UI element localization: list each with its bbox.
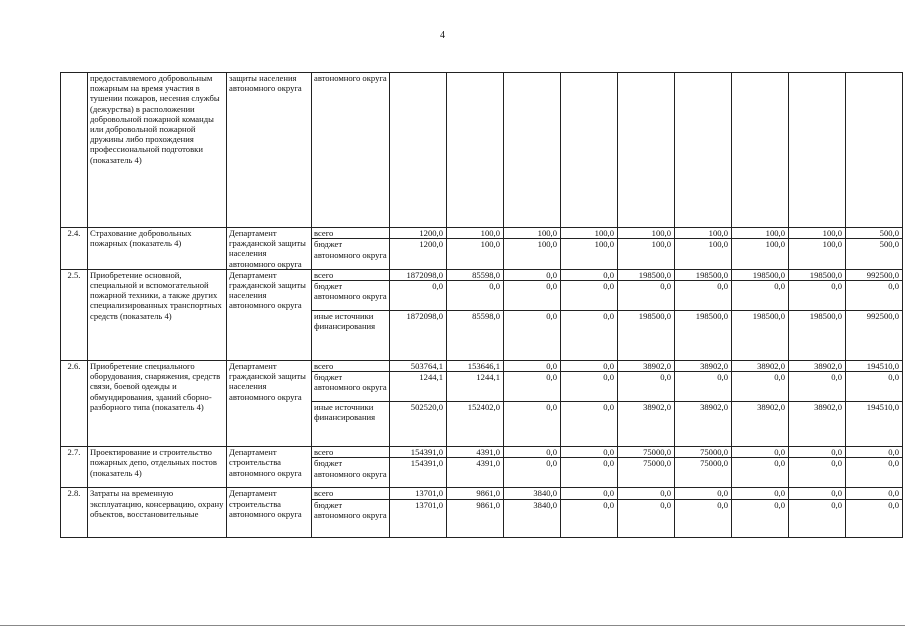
table-row	[61, 73, 903, 228]
executor: Департамент гражданской защиты населения автономного округа	[227, 269, 312, 360]
amount-cell: 0,0	[675, 281, 732, 311]
executor: Департамент гражданской защиты населения автономного округа	[227, 228, 312, 270]
amount-cell: 3840,0	[504, 499, 561, 537]
amount-cell: 0,0	[846, 499, 903, 537]
amount-cell: 992500,0	[846, 269, 903, 280]
amount-cell: 500,0	[846, 239, 903, 269]
amount-cell	[618, 73, 675, 228]
amount-cell: 198500,0	[618, 269, 675, 280]
funding-source: всего	[312, 269, 390, 280]
executor: Департамент строительства автономного округа	[227, 447, 312, 488]
amount-cell: 38902,0	[618, 402, 675, 447]
amount-cell: 198500,0	[732, 269, 789, 280]
amount-cell: 152402,0	[447, 402, 504, 447]
amount-cell: 0,0	[618, 281, 675, 311]
amount-cell: 0,0	[504, 281, 561, 311]
amount-cell: 0,0	[732, 447, 789, 458]
amount-cell: 100,0	[675, 239, 732, 269]
funding-source: бюджет автономного округа	[312, 239, 390, 269]
amount-cell: 0,0	[789, 488, 846, 499]
amount-cell: 0,0	[675, 372, 732, 402]
amount-cell	[789, 73, 846, 228]
amount-cell: 0,0	[561, 311, 618, 361]
row-number: 2.6.	[61, 361, 88, 447]
amount-cell: 1872098,0	[390, 311, 447, 361]
amount-cell: 0,0	[846, 488, 903, 499]
amount-cell: 0,0	[561, 361, 618, 372]
amount-cell: 0,0	[846, 372, 903, 402]
amount-cell: 75000,0	[618, 458, 675, 488]
amount-cell: 194510,0	[846, 361, 903, 372]
amount-cell: 13701,0	[390, 488, 447, 499]
amount-cell	[732, 73, 789, 228]
table-body	[61, 73, 903, 538]
amount-cell: 992500,0	[846, 311, 903, 361]
amount-cell	[447, 73, 504, 228]
amount-cell: 38902,0	[732, 361, 789, 372]
table-row	[61, 447, 903, 458]
amount-cell: 198500,0	[618, 311, 675, 361]
row-number	[61, 73, 88, 228]
table-row	[61, 269, 903, 280]
amount-cell: 38902,0	[675, 402, 732, 447]
funding-source: иные источники финансирования	[312, 402, 390, 447]
amount-cell: 1244,1	[447, 372, 504, 402]
amount-cell: 4391,0	[447, 447, 504, 458]
amount-cell: 0,0	[732, 488, 789, 499]
amount-cell: 153646,1	[447, 361, 504, 372]
amount-cell: 75000,0	[675, 447, 732, 458]
amount-cell: 0,0	[732, 281, 789, 311]
amount-cell	[846, 73, 903, 228]
amount-cell	[504, 73, 561, 228]
funding-source: бюджет автономного округа	[312, 281, 390, 311]
amount-cell: 0,0	[732, 499, 789, 537]
amount-cell: 0,0	[789, 458, 846, 488]
amount-cell: 0,0	[561, 488, 618, 499]
funding-source: иные источники финансирования	[312, 311, 390, 361]
amount-cell: 0,0	[675, 488, 732, 499]
amount-cell: 0,0	[618, 488, 675, 499]
amount-cell: 38902,0	[618, 361, 675, 372]
amount-cell: 0,0	[561, 447, 618, 458]
amount-cell: 0,0	[618, 372, 675, 402]
amount-cell: 100,0	[561, 228, 618, 239]
amount-cell: 9861,0	[447, 488, 504, 499]
table-row	[61, 488, 903, 499]
amount-cell: 85598,0	[447, 269, 504, 280]
amount-cell: 154391,0	[390, 458, 447, 488]
amount-cell: 100,0	[732, 228, 789, 239]
page-number: 4	[440, 30, 445, 41]
amount-cell: 38902,0	[789, 402, 846, 447]
amount-cell: 38902,0	[675, 361, 732, 372]
amount-cell: 0,0	[504, 311, 561, 361]
amount-cell: 100,0	[732, 239, 789, 269]
row-number: 2.4.	[61, 228, 88, 270]
amount-cell: 198500,0	[789, 311, 846, 361]
row-number: 2.5.	[61, 269, 88, 360]
amount-cell	[561, 73, 618, 228]
activity-name: Приобретение основной, специальной и вспомогательной пожарной техники, а также других специализированных транспортных средств (показатель 4)	[88, 269, 227, 360]
amount-cell: 100,0	[447, 228, 504, 239]
funding-source: бюджет автономного округа	[312, 458, 390, 488]
amount-cell: 9861,0	[447, 499, 504, 537]
amount-cell: 154391,0	[390, 447, 447, 458]
amount-cell: 0,0	[675, 499, 732, 537]
amount-cell: 0,0	[846, 458, 903, 488]
executor: защиты населения автономного округа	[227, 73, 312, 228]
amount-cell: 0,0	[504, 361, 561, 372]
amount-cell: 85598,0	[447, 311, 504, 361]
funding-source: бюджет автономного округа	[312, 499, 390, 537]
amount-cell: 1200,0	[390, 228, 447, 239]
amount-cell: 13701,0	[390, 499, 447, 537]
funding-source: автономного округа	[312, 73, 390, 228]
amount-cell: 4391,0	[447, 458, 504, 488]
activity-name: Проектирование и строительство пожарных депо, отдельных постов (показатель 4)	[88, 447, 227, 488]
amount-cell: 0,0	[504, 402, 561, 447]
amount-cell: 0,0	[846, 447, 903, 458]
amount-cell: 198500,0	[675, 311, 732, 361]
table-row	[61, 228, 903, 239]
amount-cell: 0,0	[504, 372, 561, 402]
row-number: 2.8.	[61, 488, 88, 537]
amount-cell: 100,0	[504, 228, 561, 239]
amount-cell: 0,0	[561, 402, 618, 447]
amount-cell: 0,0	[618, 499, 675, 537]
amount-cell: 100,0	[789, 228, 846, 239]
funding-source: бюджет автономного округа	[312, 372, 390, 402]
amount-cell: 100,0	[618, 239, 675, 269]
amount-cell: 0,0	[732, 458, 789, 488]
amount-cell: 0,0	[504, 447, 561, 458]
amount-cell: 1244,1	[390, 372, 447, 402]
amount-cell: 100,0	[675, 228, 732, 239]
amount-cell: 0,0	[561, 372, 618, 402]
table-row	[61, 361, 903, 372]
amount-cell: 0,0	[504, 458, 561, 488]
funding-source: всего	[312, 361, 390, 372]
amount-cell: 0,0	[504, 269, 561, 280]
amount-cell: 38902,0	[732, 402, 789, 447]
amount-cell: 198500,0	[789, 269, 846, 280]
amount-cell: 100,0	[504, 239, 561, 269]
amount-cell: 3840,0	[504, 488, 561, 499]
amount-cell: 0,0	[789, 281, 846, 311]
amount-cell: 0,0	[846, 281, 903, 311]
amount-cell: 194510,0	[846, 402, 903, 447]
activity-name: Затраты на временную эксплуатацию, консервацию, охрану объектов, восстановительные	[88, 488, 227, 537]
amount-cell: 100,0	[789, 239, 846, 269]
amount-cell: 0,0	[789, 447, 846, 458]
executor: Департамент гражданской защиты населения автономного округа	[227, 361, 312, 447]
amount-cell: 198500,0	[675, 269, 732, 280]
amount-cell: 0,0	[447, 281, 504, 311]
amount-cell: 75000,0	[675, 458, 732, 488]
scan-edge-line	[0, 625, 905, 626]
amount-cell: 0,0	[732, 372, 789, 402]
amount-cell: 0,0	[561, 499, 618, 537]
amount-cell: 0,0	[789, 372, 846, 402]
amount-cell: 100,0	[561, 239, 618, 269]
amount-cell: 0,0	[561, 458, 618, 488]
activity-name: предоставляемого добровольным пожарным на время участия в тушении пожаров, несения службы (дежурства) в расположении добровольной пожарной команды или добровольной пожарной дружины либо прохождения профессиональной подготовки (показатель 4)	[88, 73, 227, 228]
amount-cell: 1200,0	[390, 239, 447, 269]
amount-cell: 75000,0	[618, 447, 675, 458]
amount-cell: 100,0	[618, 228, 675, 239]
amount-cell: 0,0	[789, 499, 846, 537]
amount-cell: 500,0	[846, 228, 903, 239]
program-table	[60, 72, 903, 538]
amount-cell: 198500,0	[732, 311, 789, 361]
amount-cell: 0,0	[561, 281, 618, 311]
row-number: 2.7.	[61, 447, 88, 488]
activity-name: Приобретение специального оборудования, снаряжения, средств связи, боевой одежды и обмундирования, зданий сборно-разборного типа (показатель 4)	[88, 361, 227, 447]
funding-source: всего	[312, 228, 390, 239]
amount-cell: 100,0	[447, 239, 504, 269]
funding-source: всего	[312, 447, 390, 458]
funding-source: всего	[312, 488, 390, 499]
executor: Департамент строительства автономного округа	[227, 488, 312, 537]
amount-cell: 0,0	[390, 281, 447, 311]
amount-cell	[675, 73, 732, 228]
amount-cell: 502520,0	[390, 402, 447, 447]
amount-cell: 0,0	[561, 269, 618, 280]
amount-cell: 1872098,0	[390, 269, 447, 280]
amount-cell: 503764,1	[390, 361, 447, 372]
activity-name: Страхование добровольных пожарных (показатель 4)	[88, 228, 227, 270]
amount-cell	[390, 73, 447, 228]
amount-cell: 38902,0	[789, 361, 846, 372]
